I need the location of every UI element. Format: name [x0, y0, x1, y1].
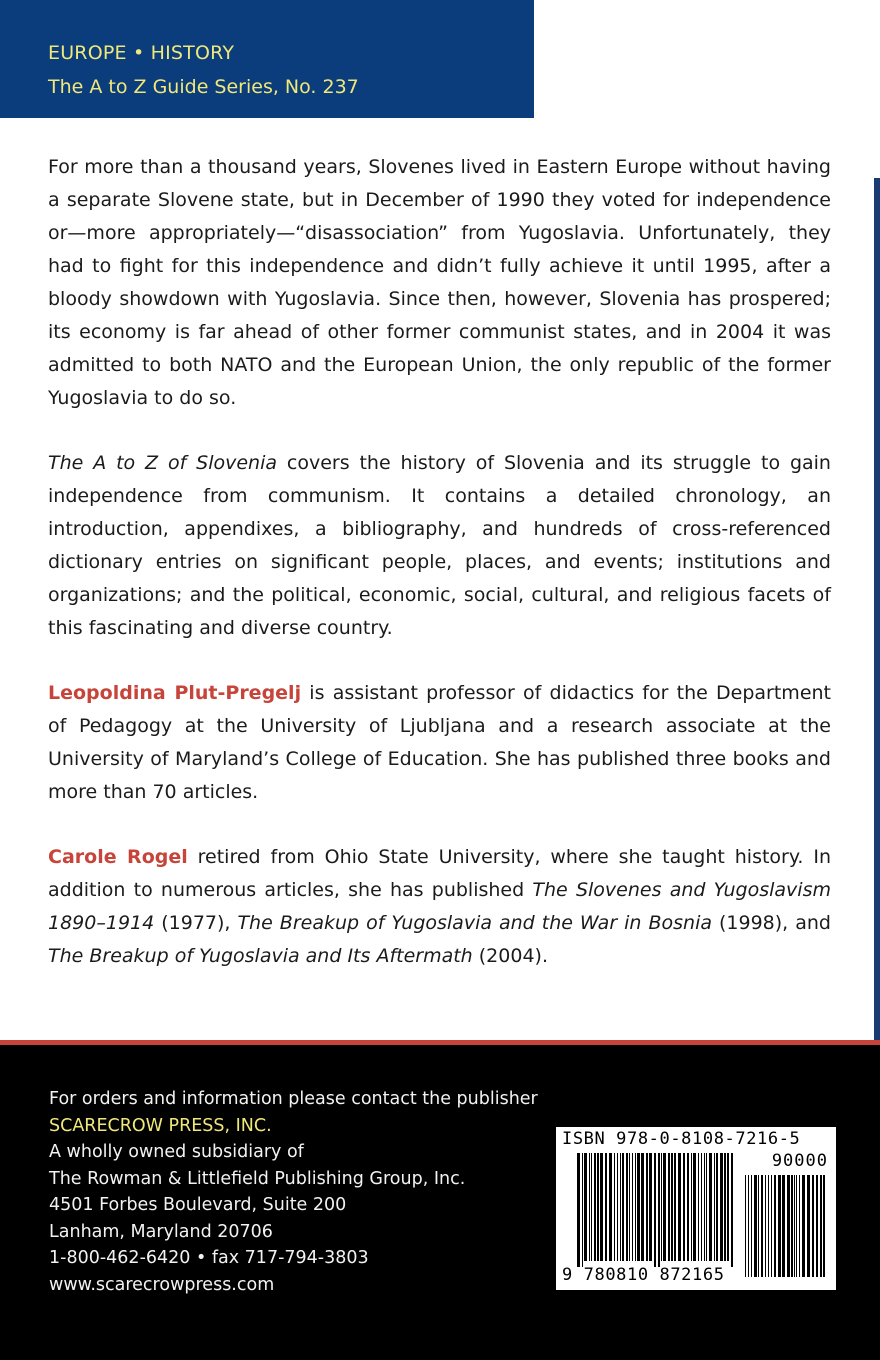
description-paragraph-2	[48, 447, 831, 645]
isbn-barcode	[556, 1127, 836, 1290]
publisher-subsidiary: A wholly owned subsidiary of	[49, 1142, 304, 1162]
series-title: The A to Z Guide Series, No. 237	[48, 76, 359, 98]
book-title: The Slovenes and Yugoslavism 1890–1914	[48, 879, 831, 934]
publisher-name: SCARECROW PRESS, INC.	[49, 1115, 272, 1136]
publisher-intro: For orders and information please contact the publisher	[49, 1089, 538, 1109]
author-bio-text: (2004).	[472, 945, 548, 967]
author-bio-text: (1998), and	[712, 912, 831, 934]
book-title: The Breakup of Yugoslavia and the War in Bosnia	[237, 912, 712, 934]
barcode-digits: 9 780810 872165	[562, 1265, 725, 1285]
description-paragraph-1: For more than a thousand years, Slovenes lived in Eastern Europe without having a separate Slovene state, but in December of 1990 they voted for independence or—more appropriately—“disassociation” from Yugoslavia. Unfortunately, they had to fight for this independence and didn’t fully achieve it until 1995, after a bloody showdown with Yugoslavia. Since then, however, Slovenia has prospered; its economy is far ahead of other former communist states, and in 2004 it was admitted to both NATO and the European Union, the only republic of the former Yugoslavia to do so.	[48, 156, 831, 409]
author-bio-1	[48, 677, 831, 809]
barcode-bars-icon	[576, 1153, 736, 1267]
series-header-band	[0, 0, 534, 118]
publisher-contact	[49, 1086, 538, 1298]
isbn-number: ISBN 978-0-8108-7216-5	[562, 1129, 801, 1149]
publisher-street: 4501 Forbes Boulevard, Suite 200	[49, 1195, 347, 1215]
cover-edge-strip	[874, 178, 880, 1158]
publisher-website: www.scarecrowpress.com	[49, 1274, 275, 1295]
author-bio-text: (1977),	[154, 912, 238, 934]
author-name: Carole Rogel	[48, 846, 188, 868]
author-bio-2	[48, 841, 831, 973]
footer-accent-rule	[0, 1040, 880, 1045]
cover-copy	[48, 151, 831, 1005]
publisher-phone: 1-800-462-6420 • fax 717-794-3803	[49, 1248, 369, 1268]
price-addon-code: 90000	[771, 1151, 828, 1171]
barcode-addon-bars-icon	[744, 1175, 826, 1283]
author-bio-text: is assistant professor of didactics for the Department of Pedagogy at the University of Ljubljana and a research associate at the University of Maryland’s College of Education. She has published three books and more than 70 articles.	[48, 682, 832, 803]
book-title: The Breakup of Yugoslavia and Its Aftermath	[48, 945, 473, 967]
author-bio-text: retired from Ohio State University, where she taught history. In addition to numerous articles, she has published	[48, 846, 831, 901]
book-title: The A to Z of Slovenia	[48, 452, 277, 474]
series-subject: EUROPE • HISTORY	[48, 42, 235, 64]
publisher-parent: The Rowman & Littlefield Publishing Group, Inc.	[49, 1168, 466, 1189]
author-name: Leopoldina Plut-Pregelj	[48, 682, 302, 704]
description-text: covers the history of Slovenia and its struggle to gain independence from communism. It contains a detailed chronology, an introduction, appendixes, a bibliography, and hundreds of cross-referenced dictionary entries on significant people, places, and events; institutions and organizations; and the political, economic, social, cultural, and religious facets of this fascinating and diverse country.	[48, 452, 831, 639]
publisher-city: Lanham, Maryland 20706	[49, 1221, 273, 1242]
